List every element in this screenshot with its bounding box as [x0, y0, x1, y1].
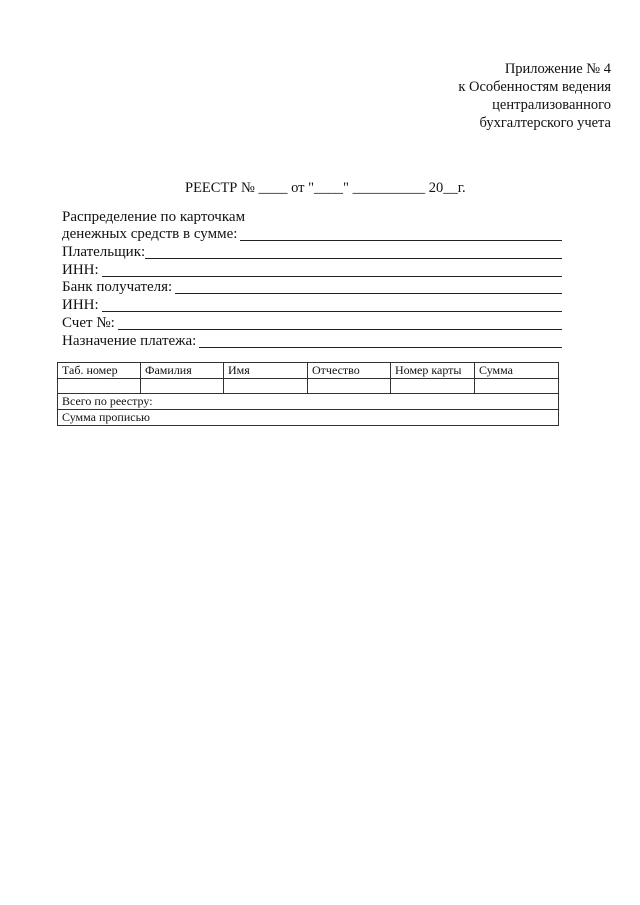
amount-label: денежных средств в сумме:	[62, 226, 238, 243]
column-header-patronymic: Отчество	[308, 363, 391, 379]
inn-bank-label: ИНН:	[62, 297, 99, 314]
table-row	[58, 379, 559, 394]
form-account-row	[62, 314, 562, 332]
form-intro-label: Распределение по карточкам	[62, 208, 246, 225]
column-header-card-number: Номер карты	[391, 363, 475, 379]
form-intro-row	[62, 208, 562, 226]
column-header-tab-number: Таб. номер	[58, 363, 141, 379]
total-label: Всего по реестру:	[58, 394, 559, 410]
table-words-row	[58, 410, 559, 426]
form-amount-row	[62, 226, 562, 244]
form-inn-bank-row	[62, 296, 562, 314]
purpose-label: Назначение платежа:	[62, 332, 197, 349]
form-inn-payer-row	[62, 261, 562, 279]
appendix-number: Приложение № 4	[504, 61, 611, 77]
column-header-first-name: Имя	[224, 363, 308, 379]
registry-title: РЕЕСТР № ____ от "____" __________ 20__г.	[185, 180, 466, 196]
payer-label: Плательщик:	[62, 244, 146, 261]
table-total-row	[58, 394, 559, 410]
payer-fill-line	[145, 258, 562, 259]
amount-in-words-label: Сумма прописью	[58, 410, 559, 426]
inn-bank-fill-line	[102, 311, 562, 312]
account-label: Счет №:	[62, 314, 115, 331]
inn-payer-label: ИНН:	[62, 261, 99, 278]
inn-payer-fill-line	[102, 276, 562, 277]
table-cell	[141, 379, 224, 394]
registry-table	[57, 362, 559, 426]
appendix-line: к Особенностям ведения	[458, 79, 611, 95]
form-purpose-row	[62, 332, 562, 350]
column-header-last-name: Фамилия	[141, 363, 224, 379]
table-cell	[58, 379, 141, 394]
table-cell	[308, 379, 391, 394]
appendix-header	[458, 60, 611, 132]
table-cell	[475, 379, 559, 394]
amount-fill-line	[240, 240, 562, 241]
bank-fill-line	[175, 293, 562, 294]
form-payer-row	[62, 243, 562, 261]
table-cell	[391, 379, 475, 394]
appendix-line: централизованного	[492, 97, 611, 113]
appendix-line: бухгалтерского учета	[479, 115, 611, 131]
bank-label: Банк получателя:	[62, 279, 173, 296]
account-fill-line	[118, 329, 562, 330]
column-header-amount: Сумма	[475, 363, 559, 379]
table-header-row	[58, 363, 559, 379]
table-cell	[224, 379, 308, 394]
form-bank-row	[62, 279, 562, 297]
registry-form	[62, 208, 562, 350]
purpose-fill-line	[199, 347, 562, 348]
